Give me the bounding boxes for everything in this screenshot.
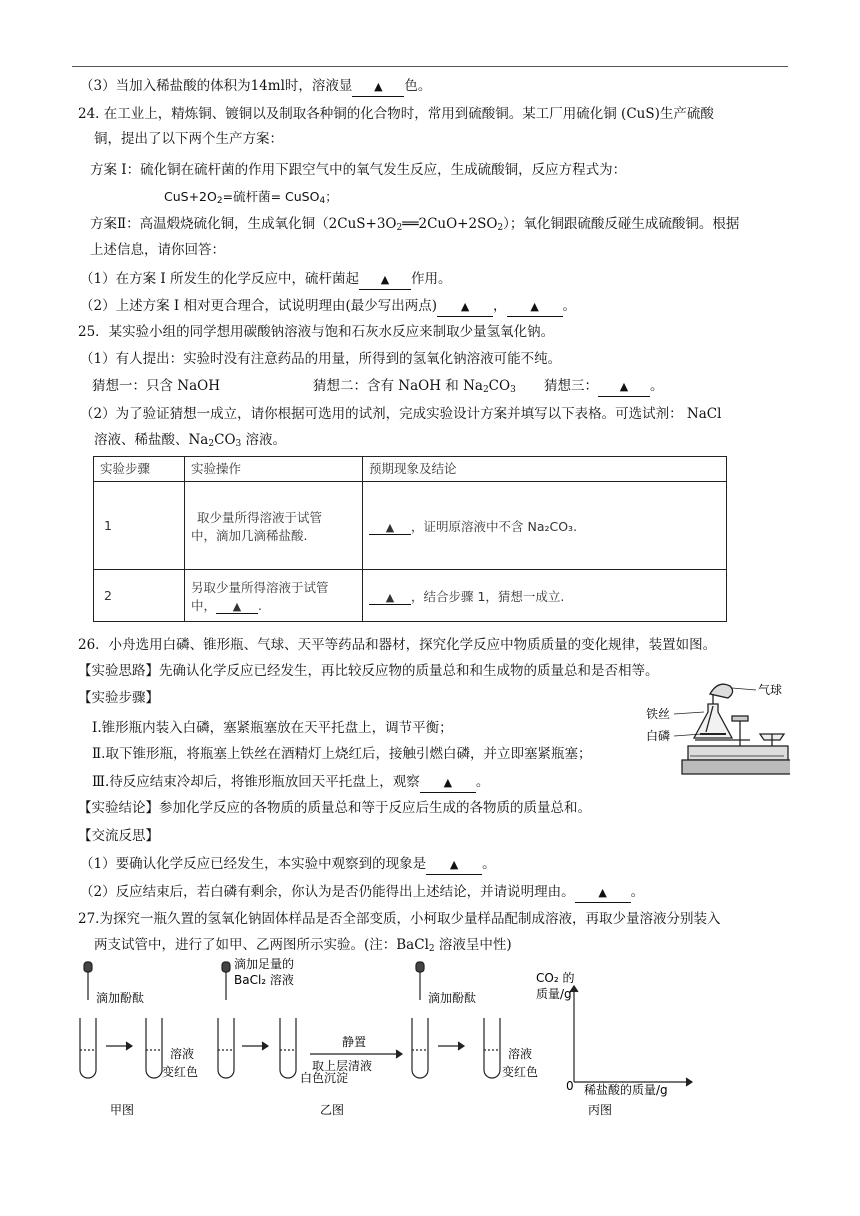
answer-blank[interactable]: ▲ <box>352 78 404 97</box>
q26-reflect2: （2）反应结束后，若白磷有剩余，你认为是否仍能得出上述结论，并请说明理由。 ▲ 。 <box>80 883 644 903</box>
q26-reflection-title: 【交流反思】 <box>78 828 159 844</box>
q24-sub1: （1）在方案 I 所发生的化学反应中，硫杆菌起 ▲ 作用。 <box>80 270 452 290</box>
q23-part3: （3）当加入稀盐酸的体积为14ml时，溶液显 ▲ 色。 <box>80 77 431 97</box>
q24-plan2: 方案Ⅱ：高温煅烧硫化铜，生成氧化铜$(2CuS+3O_2══2CuO+2SO_2)$；氧化铜跟硫酸反碰生成硫酸铜。根据 <box>90 216 740 233</box>
step-number: 2 <box>94 570 185 622</box>
experiment-table <box>93 456 727 622</box>
label-add-bacl2: 滴加足量的 <box>234 958 295 971</box>
label-turns-red-2: 变红色 <box>502 1065 539 1079</box>
q24-equation: $CuS+2O_2=$硫杆菌= CuSO$_4$； <box>164 189 338 206</box>
answer-blank[interactable]: ▲ <box>216 600 258 614</box>
answer-blank[interactable]: ▲ <box>437 298 493 317</box>
q27-experiment-figures <box>70 958 710 1123</box>
label-stand: 静置 <box>342 1035 367 1049</box>
q25-intro: 25．某实验小组的同学想用碳酸钠溶液与饱和石灰水反应来制取少量氢氧化钠。 <box>78 324 555 340</box>
answer-blank[interactable]: ▲ <box>420 774 476 793</box>
answer-blank[interactable]: ▲ <box>426 856 482 875</box>
q27-line1: 27.为探究一瓶久置的氢氧化钠固体样品是否全部变质，小柯取少量样品配制成溶液，再取少量溶液分别装入 <box>78 911 721 927</box>
q26-reflect1: （1）要确认化学反应已经发生，本实验中观察到的现象是 ▲ 。 <box>80 855 496 875</box>
label-solution-2: 溶液 <box>508 1047 533 1061</box>
y-axis-label-line2: 质量/g <box>536 987 572 1001</box>
q24-plan2-cont: 上述信息，请你回答： <box>90 242 225 258</box>
answer-blank[interactable]: ▲ <box>575 884 631 903</box>
label-white-phosphorus: 白磷 <box>646 729 671 743</box>
figure-yi-caption: 乙图 <box>320 1103 345 1117</box>
result-cell: ▲ ，证明原溶液中不含 Na₂CO₃. <box>363 482 727 570</box>
balance-apparatus-figure <box>640 680 790 790</box>
table-row <box>94 570 727 622</box>
q26-step2: Ⅱ.取下锥形瓶，将瓶塞上铁丝在酒精灯上烧红后，接触引燃白磷，并立即塞紧瓶塞； <box>92 746 592 762</box>
q26-steps-title: 【实验步骤】 <box>78 690 159 706</box>
step-number: 1 <box>94 482 185 570</box>
figure-bing-caption: 丙图 <box>588 1103 613 1117</box>
label-turns-red: 变红色 <box>162 1065 199 1079</box>
answer-blank[interactable]: ▲ <box>359 271 411 290</box>
q25-sub2: （2）为了验证猜想一成立，请你根据可选用的试剂，完成实验设计方案并填写以下表格。可选试剂： NaCl <box>80 406 722 422</box>
q24-intro-line2: 铜，提出了以下两个生产方案： <box>94 131 283 147</box>
label-add-phenolphthalein-2: 滴加酚酞 <box>428 991 477 1005</box>
q25-sub1: （1）有人提出：实验时没有注意药品的用量，所得到的氢氧化钠溶液可能不纯。 <box>80 351 562 367</box>
q25-sub2-cont: 溶液、稀盐酸、$Na_2CO_3$ 溶液。 <box>94 432 287 449</box>
x-axis-label: 稀盐酸的质量/g <box>584 1083 668 1097</box>
q26-idea: 【实验思路】先确认化学反应已经发生，再比较反应物的质量总和和生成物的质量总和是否相等。 <box>78 663 659 679</box>
q26-step3: Ⅲ.待反应结束冷却后，将锥形瓶放回天平托盘上，观察 ▲ 。 <box>92 773 489 793</box>
q24-intro-line1: 24. 在工业上，精炼铜、镀铜以及制取各种铜的化合物时，常用到硫酸铜。某工厂用硫化铜 (CuS)生产硫酸 <box>78 106 714 122</box>
answer-blank[interactable]: ▲ <box>507 298 563 317</box>
q25-guess3: 猜想三： ▲ 。 <box>544 377 664 397</box>
page-top-rule <box>72 66 788 67</box>
y-axis-label-line1: CO₂ 的 <box>536 971 575 985</box>
q26-step1: Ⅰ.锥形瓶内装入白磷，塞紧瓶塞放在天平托盘上，调节平衡； <box>92 720 453 736</box>
q24-sub2: （2）上述方案 I 相对更合理合，试说明理由(最少写出两点) ▲ ， ▲ 。 <box>80 297 576 317</box>
label-iron-wire: 铁丝 <box>646 707 671 721</box>
figure-jia-caption: 甲图 <box>110 1103 135 1117</box>
q25-guess2: 猜想二：含有 NaOH 和 $Na_2CO_3$ <box>313 378 516 395</box>
label-solution: 溶液 <box>170 1047 195 1061</box>
q26-conclusion: 【实验结论】参加化学反应的各物质的质量总和等于反应后生成的各物质的质量总和。 <box>78 800 591 816</box>
table-row <box>94 482 727 570</box>
table-header: 实验步骤 <box>94 457 185 482</box>
operation-cell: 取少量所得溶液于试管 中，滴加几滴稀盐酸. <box>185 482 363 570</box>
operation-cell: 另取少量所得溶液于试管 中， ▲ . <box>185 570 363 622</box>
q27-line2: 两支试管中，进行了如甲、乙两图所示实验。(注：BaCl$_2$ 溶液呈中性) <box>94 937 512 954</box>
result-cell: ▲ ，结合步骤 1，猜想一成立. <box>363 570 727 622</box>
label-white-precipitate: 白色沉淀 <box>300 1071 349 1085</box>
axis-origin: 0 <box>566 1079 574 1093</box>
label-add-phenolphthalein: 滴加酚酞 <box>96 991 145 1005</box>
label-bacl2-solution: BaCl₂ 溶液 <box>234 973 294 987</box>
q24-plan1: 方案 I：硫化铜在硫杆菌的作用下跟空气中的氧气发生反应，生成硫酸铜，反应方程式为： <box>90 162 627 178</box>
q26-intro: 26．小舟选用白磷、锥形瓶、气球、天平等药品和器材，探究化学反应中物质质量的变化规律，装置如图。 <box>78 637 717 653</box>
label-balloon: 气球 <box>758 683 783 697</box>
table-header: 实验操作 <box>185 457 363 482</box>
answer-blank[interactable]: ▲ <box>369 591 411 605</box>
label-take-supernatant: 取上层清液 <box>312 1059 373 1073</box>
table-header: 预期现象及结论 <box>363 457 727 482</box>
answer-blank[interactable]: ▲ <box>369 521 411 535</box>
q25-guess1: 猜想一：只含 NaOH <box>92 378 220 394</box>
answer-blank[interactable]: ▲ <box>598 378 650 397</box>
